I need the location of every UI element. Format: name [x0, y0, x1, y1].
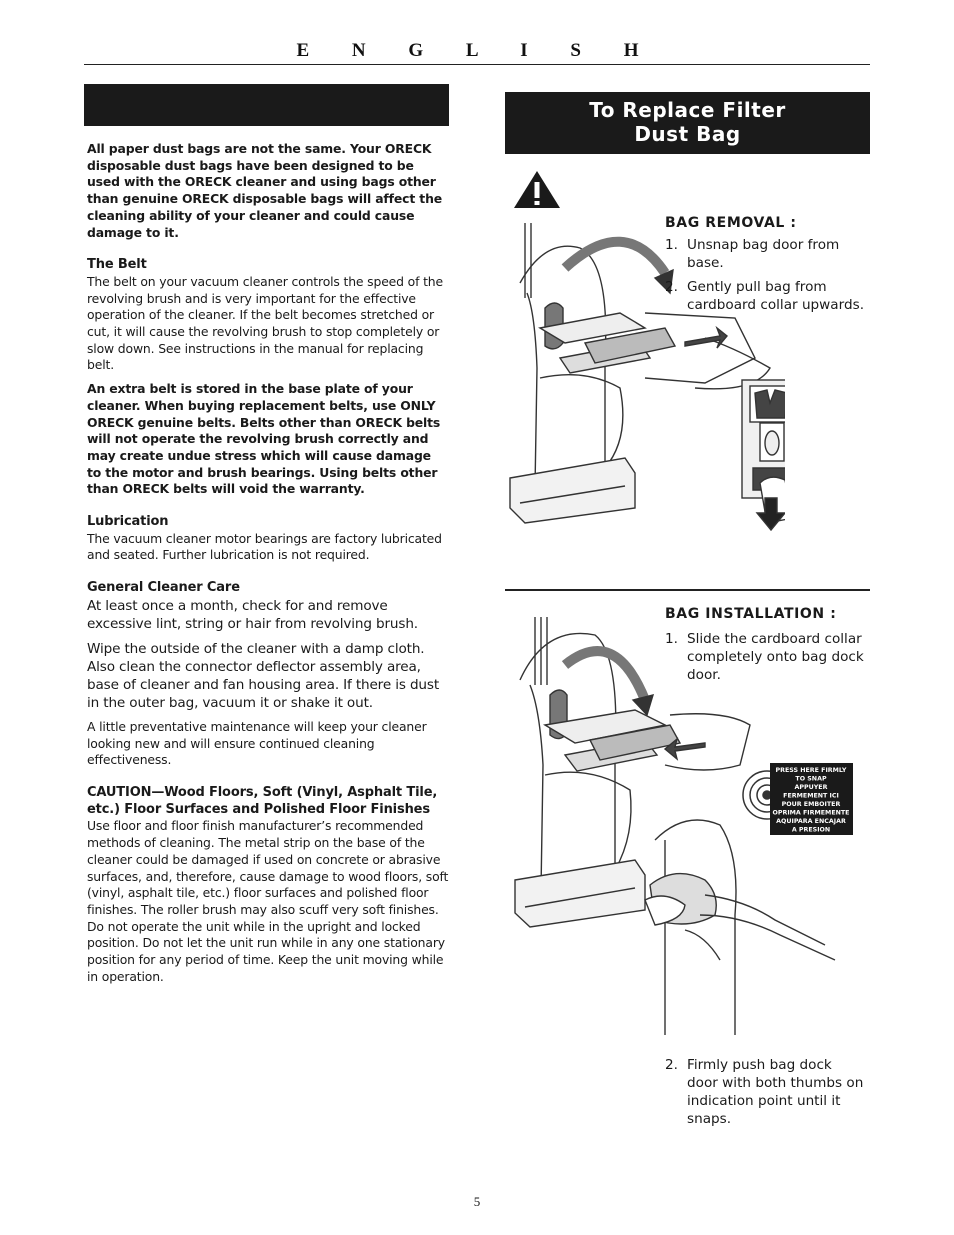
header-divider: [84, 64, 870, 65]
bag-installation-heading: BAG INSTALLATION :: [665, 606, 837, 622]
dust-bag-intro: All paper dust bags are not the same. Your ORECK disposable dust bags have been designed to be used with the ORECK cleaner and using bags other than genuine ORECK disposable bags will affect the cleaning ability of your cleaner and could cause damage to it.: [87, 141, 442, 240]
press-here-label-line: APPUYER: [794, 784, 828, 791]
section-divider: [505, 589, 870, 591]
installation-step-2: [665, 1056, 865, 1134]
page-number: 5: [473, 1194, 481, 1209]
section-title: [505, 92, 870, 154]
step-number: 1.: [665, 237, 678, 253]
press-here-label-line: TO SNAP: [795, 775, 827, 783]
press-here-label-line: POUR EMBOITER: [781, 801, 841, 808]
belt-warning: An extra belt is stored in the base plate of your cleaner. When buying replacement belts, use ONLY ORECK genuine belts. Belts other than ORECK belts will not operate the revolving brush correctly and may create undue stress which will cause damage to the motor and brush bearings. Using belts other than ORECK belts will void the warranty.: [87, 381, 441, 497]
step-number: 1.: [665, 631, 678, 647]
step-text: Unsnap bag door from base.: [687, 237, 840, 271]
care-heading: General Cleaner Care: [87, 580, 240, 596]
caution-heading: CAUTION—Wood Floors, Soft (Vinyl, Asphalt Tile, etc.) Floor Surfaces and Polished Floor Finishes: [87, 784, 438, 817]
left-section-title-bar: [84, 84, 449, 126]
step-text: Gently pull bag from cardboard collar upwards.: [687, 279, 865, 313]
maintenance-text-column: [87, 141, 449, 985]
caution-text: Use floor and floor finish manufacturer’s recommended methods of cleaning. The metal strip on the base of the cleaner could be damaged if used on concrete or abrasive surfaces, and, therefore, cause damage to wood floors, soft (vinyl, asphalt tile, etc.) floor surfaces and polished floor finishes. The roller brush may also scuff very soft finishes. Do not operate the unit while in the upright and locked position. Do not let the unit run while in any one stationary position for any period of time. Keep the unit moving while in operation.: [87, 818, 449, 984]
removal-step: [665, 236, 875, 272]
language-header: E N G L I S H: [296, 40, 658, 61]
press-here-label-line: PRESS HERE FIRMLY: [775, 767, 847, 774]
press-here-label-line: AQUIPARA ENCAJAR: [776, 818, 846, 825]
care-text-3: A little preventative maintenance will keep your cleaner looking new and will ensure continued cleaning effectiveness.: [87, 718, 427, 768]
section-title-line2: Dust Bag: [634, 122, 741, 146]
warning-icon: [512, 170, 562, 210]
bag-removal-heading: BAG REMOVAL :: [665, 215, 797, 231]
press-here-label-line: OPRIMA FIRMEMENTE: [772, 809, 850, 817]
bag-removal-block: [665, 215, 875, 320]
care-text-2: Wipe the outside of the cleaner with a damp cloth. Also clean the connector deflector assembly area, base of cleaner and fan housing area. If there is dust in the outer bag, vacuum it or shake it out.: [87, 640, 439, 711]
step-text: Firmly push bag dock door with both thumbs on indication point until it snaps.: [687, 1057, 864, 1127]
removal-step: [665, 278, 875, 314]
bag-installation-illustration: [505, 615, 855, 1035]
press-here-label-line: FERMEMENT ICI: [783, 792, 839, 800]
section-title-line1: To Replace Filter: [589, 98, 786, 122]
care-text-1: At least once a month, check for and remove excessive lint, string or hair from revolving brush.: [87, 597, 418, 632]
step-text: Slide the cardboard collar completely onto bag dock door.: [687, 631, 864, 683]
belt-text: The belt on your vacuum cleaner controls the speed of the revolving brush and is very important for the effective operation of the cleaner. If the belt becomes stretched or cut, it will cause the revolving brush to stop completely or slow down. See instructions in the manual for replacing belt.: [87, 273, 443, 373]
belt-heading: The Belt: [87, 257, 147, 273]
installation-step: [665, 1056, 865, 1128]
step-number: 2.: [665, 279, 678, 295]
lubrication-text: The vacuum cleaner motor bearings are factory lubricated and seated. Further lubrication is not required.: [87, 530, 442, 563]
press-here-label-line: A PRESION: [791, 826, 831, 834]
lubrication-heading: Lubrication: [87, 514, 169, 530]
step-number: 2.: [665, 1057, 678, 1073]
